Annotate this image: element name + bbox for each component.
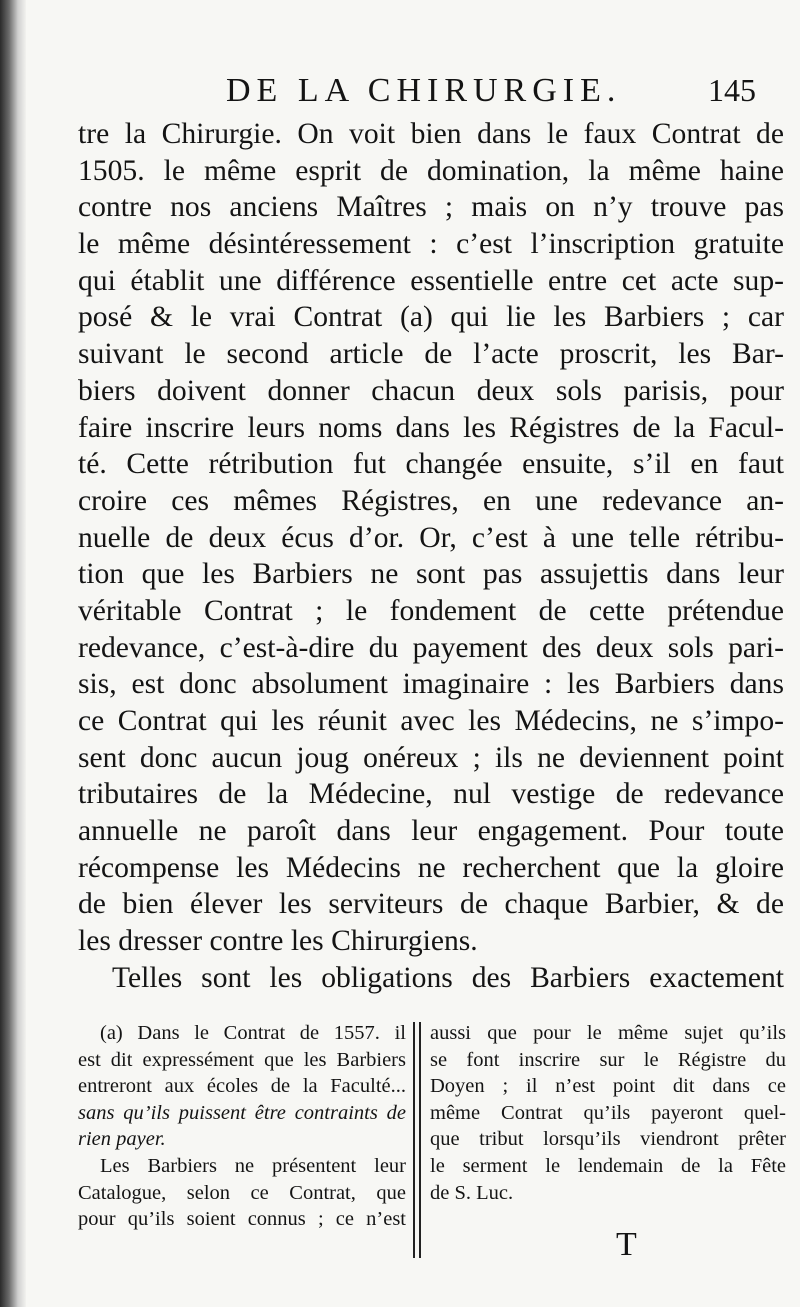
running-head bbox=[76, 72, 760, 116]
footnote-line: Catalogue, selon ce Contrat, que bbox=[78, 1181, 406, 1204]
text-line: croire ces mêmes Régistres, en une redevance an- bbox=[78, 484, 784, 517]
text-line: qui établit une différence essentielle entre cet acte sup- bbox=[78, 264, 784, 297]
text-line: les dresser contre les Chirurgiens. bbox=[78, 925, 478, 958]
footnote-line: sans qu’ils puissent être contraints de bbox=[78, 1101, 406, 1124]
footnote-line: le serment le lendemain de la Fête bbox=[430, 1154, 786, 1177]
text-line: annuelle ne paroît dans leur engagement. Pour toute bbox=[78, 815, 784, 848]
footnotes bbox=[78, 1020, 790, 1260]
running-title: DE LA CHIRURGIE. bbox=[226, 72, 622, 109]
text-line: Telles sont les obligations des Barbiers exactement bbox=[112, 961, 784, 994]
text-line: tion que les Barbiers ne sont pas assujettis dans leur bbox=[78, 558, 784, 591]
text-line: de bien élever les serviteurs de chaque Barbier, & de bbox=[78, 888, 784, 921]
footnote-line: même Contrat qu’ils payeront quel- bbox=[430, 1101, 786, 1124]
text-line: sent donc aucun joug onéreux ; ils ne deviennent point bbox=[78, 741, 784, 774]
footnote-line: de S. Luc. bbox=[430, 1181, 514, 1204]
main-text bbox=[78, 116, 784, 997]
text-line: sis, est donc absolument imaginaire : les Barbiers dans bbox=[78, 668, 784, 701]
text-line: 1505. le même esprit de domination, la même haine bbox=[78, 154, 784, 187]
page-number: 145 bbox=[708, 72, 756, 108]
text-line: nuelle de deux écus d’or. Or, c’est à une telle rétribu- bbox=[78, 521, 784, 554]
footnote-line: Les Barbiers ne présentent leur bbox=[100, 1154, 406, 1177]
text-line: faire inscrire leurs noms dans les Régistres de la Facul- bbox=[78, 411, 784, 444]
page-gutter-shadow bbox=[0, 0, 26, 1307]
text-line: ce Contrat qui les réunit avec les Médecins, ne s’impo- bbox=[78, 705, 784, 737]
signature-mark: T bbox=[616, 1226, 637, 1263]
text-line: récompense les Médecins ne recherchent que la gloire bbox=[78, 851, 784, 884]
text-line: redevance, c’est-à-dire du payement des deux sols pari- bbox=[78, 631, 784, 664]
footnote-line: (a) Dans le Contrat de 1557. il bbox=[100, 1022, 406, 1044]
text-line: le même désintéressement : c’est l’inscription gratuite bbox=[78, 228, 784, 261]
text-line: contre nos anciens Maîtres ; mais on n’y trouve pas bbox=[78, 191, 784, 224]
footnote-line: que tribut lorsqu’ils viendront prêter bbox=[430, 1128, 786, 1151]
footnote-column-right bbox=[430, 1020, 786, 1206]
text-line: suivant le second article de l’acte proscrit, les Bar- bbox=[78, 338, 784, 371]
footnote-line: pour qu’ils soient connus ; ce n’est bbox=[78, 1208, 406, 1231]
text-line: tributaires de la Médecine, nul vestige de redevance bbox=[78, 778, 784, 811]
footnote-line: entreront aux écoles de la Faculté... bbox=[78, 1075, 406, 1098]
footnote-line: se font inscrire sur le Régistre du bbox=[430, 1048, 786, 1071]
footnote-line: est dit expressément que les Barbiers bbox=[78, 1048, 406, 1071]
footnote-line: Doyen ; il n’est point dit dans ce bbox=[430, 1075, 786, 1098]
footnote-line: rien payer. bbox=[78, 1128, 166, 1151]
footnote-column-left bbox=[78, 1020, 406, 1233]
text-line: posé & le vrai Contrat (a) qui lie les Barbiers ; car bbox=[78, 301, 784, 334]
text-line: biers doivent donner chacun deux sols parisis, pour bbox=[78, 374, 784, 407]
column-divider bbox=[413, 1022, 421, 1258]
text-line: té. Cette rétribution fut changée ensuite, s’il en faut bbox=[78, 448, 784, 481]
text-line: véritable Contrat ; le fondement de cette prétendue bbox=[78, 594, 784, 627]
text-line: tre la Chirurgie. On voit bien dans le faux Contrat de bbox=[78, 118, 784, 150]
footnote-line: aussi que pour le même sujet qu’ils bbox=[430, 1022, 786, 1044]
